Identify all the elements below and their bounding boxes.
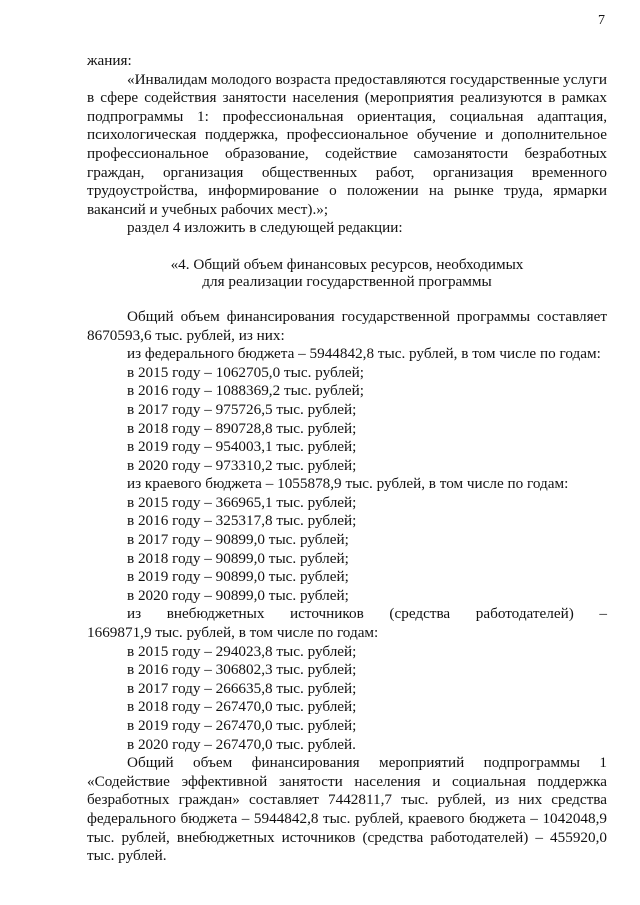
extrabudget-year: в 2019 году – 267470,0 тыс. рублей; [127,717,357,734]
extrabudget-word: (средства [389,605,451,623]
regional-year: в 2017 году – 90899,0 тыс. рублей; [127,531,349,549]
section-heading [87,256,607,290]
federal-year: в 2017 году – 975726,5 тыс. рублей; [127,400,357,418]
federal-year: в 2018 году – 890728,8 тыс. рублей; [127,419,357,437]
total-paragraph: Общий объем финансирования государственной программы составляет 8670593,6 тыс. рублей, из них: [87,307,607,344]
extrabudget-year: в 2018 году – 267470,0 тыс. рублей; [127,698,357,716]
federal-year: в 2016 году – 1088369,2 тыс. рублей; [127,382,364,400]
subprogram-paragraph: Общий объем финансирования мероприятий подпрограммы 1 «Содействие эффективной занятости населения и социальная поддержка безработных граждан» составляет 7442811,7 тыс. рублей, из них средства федерального бюджета – 5944842,8 тыс. рублей, краевого бюджета – 1042048,9 тыс. рублей, внебюджетных источников (средства работодателей) – 455920,0 тыс. рублей. [87,754,607,865]
regional-year: в 2020 году – 90899,0 тыс. рублей; [127,586,349,604]
extrabudget-word: – [599,605,607,623]
quote-paragraph: «Инвалидам молодого возраста предоставляются государственные услуги в сфере содействия занятости населения (мероприятия реализуются в рамках подпрограммы 1: профессиональная ориентация, социальная адаптация, психологическая поддержка, профессиональное обучение и дополнительное профессиональное образование, содействие самозанятости безработных граждан, организация общественных работ, организация временного трудоустройства, информирование о положении на рынке труда, ярмарки вакансий и учебных рабочих мест).»; [87,70,607,218]
regional-year: в 2018 году – 90899,0 тыс. рублей; [127,549,349,567]
extrabudget-year: в 2020 году – 267470,0 тыс. рублей. [127,735,356,753]
regional-year: в 2015 году – 366965,1 тыс. рублей; [127,493,357,511]
regional-year: в 2019 году – 90899,0 тыс. рублей; [127,568,349,586]
federal-intro: из федерального бюджета – 5944842,8 тыс. рублей, в том числе по годам: [127,345,601,363]
extrabudget-intro [87,605,607,624]
extrabudget-word: из [127,605,142,623]
page-number: 7 [598,13,605,28]
extrabudget-year: в 2017 году – 266635,8 тыс. рублей; [127,679,357,697]
heading-line-2: для реализации государственной программы [202,272,492,290]
extrabudget-intro-cont: 1669871,9 тыс. рублей, в том числе по годам: [87,624,379,642]
extrabudget-year: в 2015 году – 294023,8 тыс. рублей; [127,642,357,660]
intro-fragment: жания: [87,52,132,69]
federal-year: в 2015 году – 1062705,0 тыс. рублей; [127,363,364,381]
extrabudget-year: в 2016 году – 306802,3 тыс. рублей; [127,661,357,679]
federal-year: в 2019 году – 954003,1 тыс. рублей; [127,438,357,456]
document-body [87,52,607,866]
section-instruction: раздел 4 изложить в следующей редакции: [127,219,403,237]
extrabudget-word: работодателей) [475,605,574,623]
heading-line-1: «4. Общий объем финансовых ресурсов, необходимых [170,255,524,273]
extrabudget-word: источников [290,605,364,623]
regional-intro: из краевого бюджета – 1055878,9 тыс. рублей, в том числе по годам: [127,475,569,493]
extrabudget-word: внебюджетных [166,605,265,623]
federal-year: в 2020 году – 973310,2 тыс. рублей; [127,456,357,474]
regional-year: в 2016 году – 325317,8 тыс. рублей; [127,512,357,530]
